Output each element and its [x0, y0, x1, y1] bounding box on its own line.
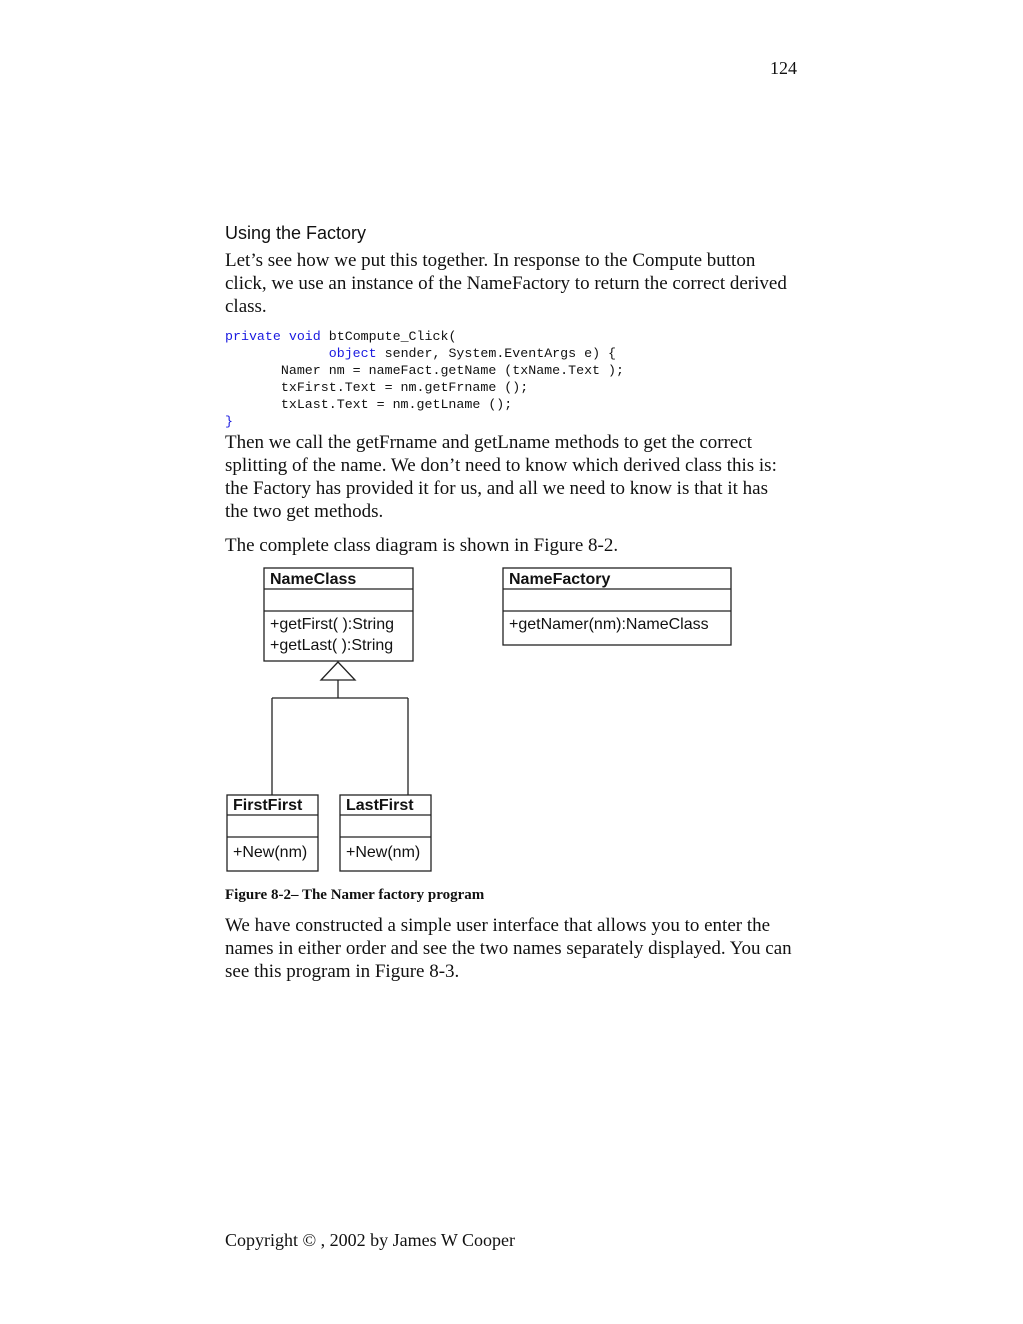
figure-caption: Figure 8-2– The Namer factory program: [225, 887, 485, 903]
firstfirst-title: FirstFirst: [233, 797, 303, 814]
copyright-footer: Copyright © , 2002 by James W Cooper: [225, 1230, 515, 1250]
lastfirst-method-new: +New(nm): [346, 844, 421, 861]
lastfirst-title: LastFirst: [346, 797, 414, 814]
code-text: sender, System.EventArgs e) {: [384, 346, 617, 361]
code-keyword: void: [288, 329, 321, 344]
nameclass-box: [264, 568, 413, 661]
firstfirst-method-new: +New(nm): [233, 844, 308, 861]
nameclass-title: NameClass: [270, 571, 357, 588]
paragraph-ui-description: We have constructed a simple user interface that allows you to enter the names in either order and see the two names separately displayed. You can see this program in Figure 8-3.: [225, 915, 792, 982]
firstfirst-box: [227, 795, 318, 871]
code-line: }: [225, 414, 233, 429]
namefactory-box: [503, 568, 731, 645]
namefactory-title: NameFactory: [509, 571, 611, 588]
nameclass-method-getlast: +getLast( ):String: [270, 637, 394, 654]
page-number: 124: [770, 58, 797, 78]
code-text: btCompute_Click(: [328, 329, 457, 344]
code-block: [225, 328, 624, 430]
code-line: Namer nm = nameFact.getName (txName.Text );: [225, 363, 624, 378]
lastfirst-box: [340, 795, 431, 871]
class-diagram: [226, 566, 736, 876]
code-keyword: private: [225, 329, 281, 344]
nameclass-method-getfirst: +getFirst( ):String: [270, 616, 395, 633]
section-heading: Using the Factory: [225, 223, 367, 243]
paragraph-figure-ref: The complete class diagram is shown in Figure 8-2.: [225, 535, 619, 556]
code-line: txLast.Text = nm.getLname ();: [225, 397, 513, 412]
paragraph-explanation: Then we call the getFrname and getLname methods to get the correct splitting of the name. We don’t need to know which derived class this is: the Factory has provided it for us, and all we need to know is that it has the two get methods.: [225, 432, 777, 522]
namefactory-method-getnamer: +getNamer(nm):NameClass: [509, 616, 709, 633]
inheritance-connector: [272, 662, 408, 795]
code-line: txFirst.Text = nm.getFrname ();: [225, 380, 529, 395]
paragraph-intro: Let’s see how we put this together. In response to the Compute button click, we use an instance of the NameFactory to return the correct derived class.: [225, 250, 787, 317]
code-indent: [225, 346, 329, 361]
code-keyword: object: [328, 346, 377, 361]
